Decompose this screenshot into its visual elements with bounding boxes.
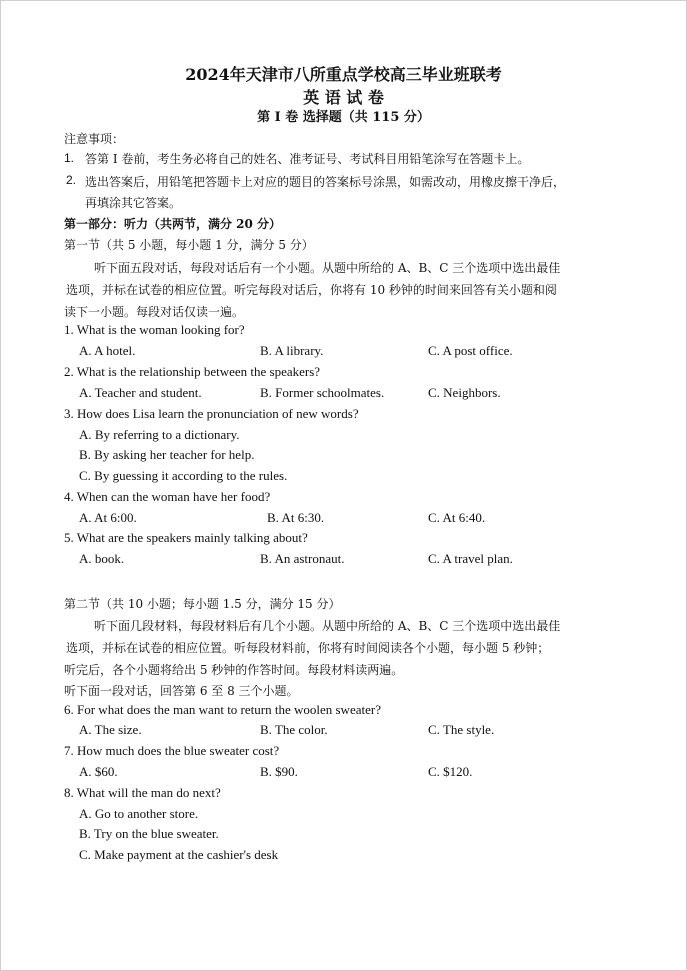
notice-item2-number: 2. [66,173,77,187]
q5-option-c: C. A travel plan. [428,551,513,566]
part1-heading: 第一部分：听力（共两节，满分 20 分） [64,217,282,231]
q7-option-c: C. $120. [428,764,473,779]
q2-option-c: C. Neighbors. [428,385,501,400]
q3-option-a: A. By referring to a dictionary. [79,427,240,442]
question-6: 6. For what does the man want to return the woolen sweater? [64,702,381,717]
q3-option-c: C. By guessing it according to the rules. [79,468,288,483]
notice-item2-line1: 选出答案后，用铅笔把答题卡上对应的题目的答案标号涂黑，如需改动，用橡皮擦干净后， [85,175,566,189]
q2-option-b: B. Former schoolmates. [260,385,385,400]
question-2: 2. What is the relationship between the speakers? [64,364,321,379]
question-7: 7. How much does the blue sweater cost? [64,743,280,758]
q8-option-b: B. Try on the blue sweater. [79,826,219,841]
q2-option-a: A. Teacher and student. [79,385,202,400]
notice-item2-line2: 再填涂其它答案。 [85,196,182,210]
q4-option-b: B. At 6:30. [267,510,325,525]
q7-option-b: B. $90. [260,764,298,779]
notice-item1: 答第 I 卷前，考生务必将自己的姓名、准考证号、考试科目用铅笔涂写在答题卡上。 [85,152,530,166]
q5-option-a: A. book. [79,551,125,566]
section1-instructions-line1: 听下面五段对话，每段对话后有一个小题。从题中所给的 A、B、C 三个选项中选出最佳 [94,261,561,275]
question-5: 5. What are the speakers mainly talking about? [64,530,308,545]
q3-option-b: B. By asking her teacher for help. [79,447,255,462]
question-1: 1. What is the woman looking for? [64,322,245,337]
q1-option-c: C. A post office. [428,343,513,358]
q8-option-a: A. Go to another store. [79,806,199,821]
q4-option-a: A. At 6:00. [79,510,137,525]
q4-option-c: C. At 6:40. [428,510,486,525]
section2-heading: 第二节（共 10 小题；每小题 1.5 分，满分 15 分） [64,597,341,611]
section2-instructions-line4: 听下面一段对话，回答第 6 至 8 三个小题。 [64,684,299,698]
section1-instructions-line2: 选项，并标在试卷的相应位置。听完每段对话后，你将有 10 秒钟的时间来回答有关小题和阅 [66,283,557,297]
q1-option-b: B. A library. [260,343,324,358]
section2-instructions-line3: 听完后，各个小题将给出 5 秒钟的作答时间。每段材料读两遍。 [64,663,404,677]
notice-heading: 注意事项： [64,132,125,146]
q8-option-c: C. Make payment at the cashier's desk [79,847,279,862]
section1-instructions-line3: 读下一小题。每段对话仅读一遍。 [64,305,245,319]
volume-title: 第 I 卷 选择题（共 115 分） [257,110,430,125]
question-4: 4. When can the woman have her food? [64,489,271,504]
q6-option-c: C. The style. [428,722,495,737]
exam-title: 2024年天津市八所重点学校高三毕业班联考 [185,65,502,84]
q6-option-b: B. The color. [260,722,328,737]
q5-option-b: B. An astronaut. [260,551,345,566]
q1-option-a: A. A hotel. [79,343,136,358]
q7-option-a: A. $60. [79,764,118,779]
section2-instructions-line1: 听下面几段材料，每段材料后有几个小题。从题中所给的 A、B、C 三个选项中选出最佳 [94,619,561,633]
notice-item1-number: 1. [64,151,75,165]
section1-heading: 第一节（共 5 小题，每小题 1 分，满分 5 分） [64,238,314,252]
q6-option-a: A. The size. [79,722,142,737]
question-3: 3. How does Lisa learn the pronunciation of new words? [64,406,359,421]
question-8: 8. What will the man do next? [64,785,221,800]
section2-instructions-line2: 选项，并标在试卷的相应位置。听每段材料前，你将有时间阅读各个小题，每小题 5 秒钟； [66,641,550,655]
subject-title: 英 语 试 卷 [303,88,384,107]
